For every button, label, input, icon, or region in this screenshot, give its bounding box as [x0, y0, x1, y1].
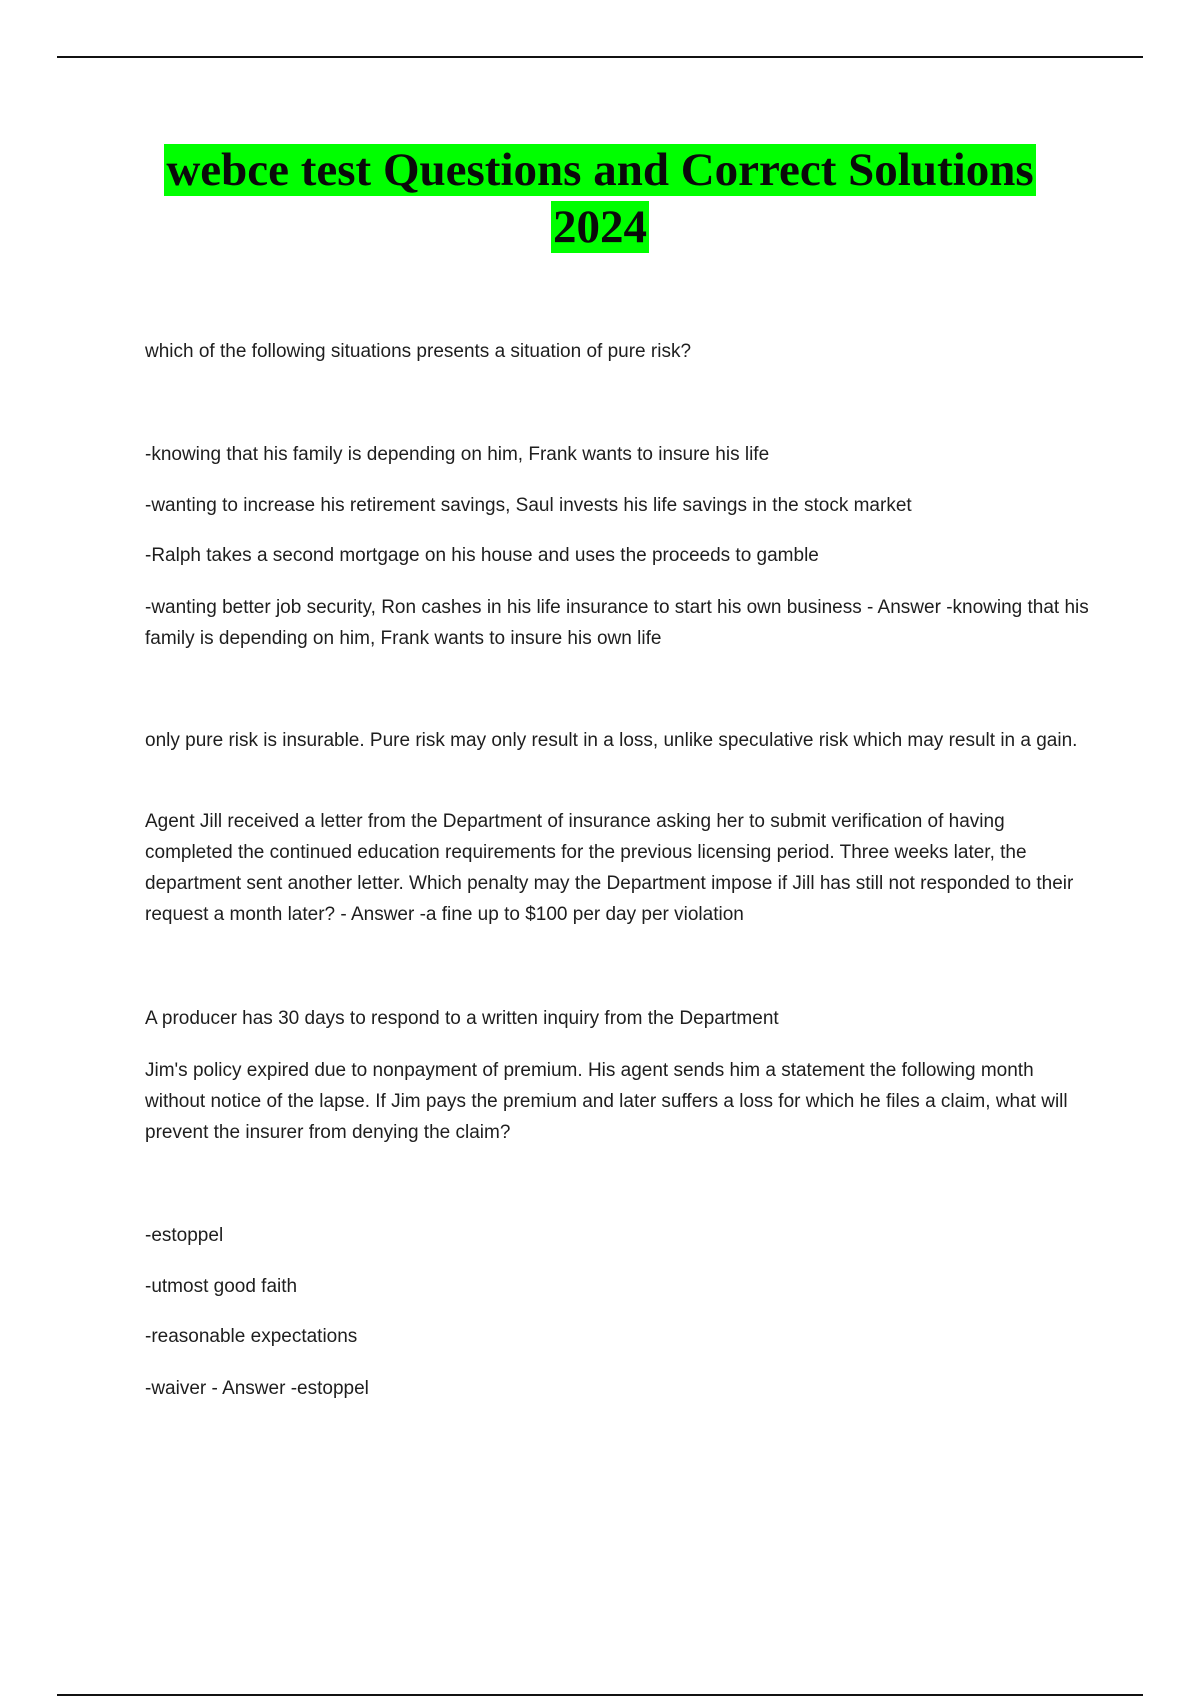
question-3-option-c: -reasonable expectations [145, 1326, 358, 1347]
header-rule [57, 56, 1143, 58]
question-2-explanation: A producer has 30 days to respond to a written inquiry from the Department [145, 1008, 779, 1029]
question-1-option-a: -knowing that his family is depending on him, Frank wants to insure his life [145, 444, 770, 465]
question-3-option-b: -utmost good faith [145, 1276, 298, 1297]
question-1-option-b: -wanting to increase his retirement savings, Saul invests his life savings in the stock market [145, 495, 912, 516]
question-1-explanation: only pure risk is insurable. Pure risk may only result in a loss, unlike speculative risk which may result in a gain. [145, 730, 1078, 751]
question-1-option-d-answer: -wanting better job security, Ron cashes in his life insurance to start his own business - Answer -knowing that his family is depending on him, Frank wants to insure his own life [145, 597, 1089, 649]
question-1-option-c: -Ralph takes a second mortgage on his house and uses the proceeds to gamble [145, 545, 819, 566]
question-3-option-d-answer: -waiver - Answer -estoppel [145, 1378, 369, 1399]
question-3-option-a: -estoppel [145, 1225, 224, 1246]
footer-rule [57, 1694, 1143, 1696]
question-3-text: Jim's policy expired due to nonpayment of premium. His agent sends him a statement the following month without notice of the lapse. If Jim pays the premium and later suffers a loss for which he files a claim, what will prevent the insurer from denying the claim? [145, 1060, 1068, 1143]
question-1-text: which of the following situations presents a situation of pure risk? [145, 341, 692, 362]
title-line-2: 2024 [553, 201, 647, 253]
question-2-text-answer: Agent Jill received a letter from the Department of insurance asking her to submit verification of having completed the continued education requirements for the previous licensing period. Three weeks later, the department sent another letter. Which penalty may the Department impose if Jill has still not responded to their request a month later? - Answer -a fine up to $100 per day per violation [145, 811, 1074, 925]
title-line-1: webce test Questions and Correct Solutions [166, 144, 1034, 196]
document-title [0, 142, 1200, 256]
